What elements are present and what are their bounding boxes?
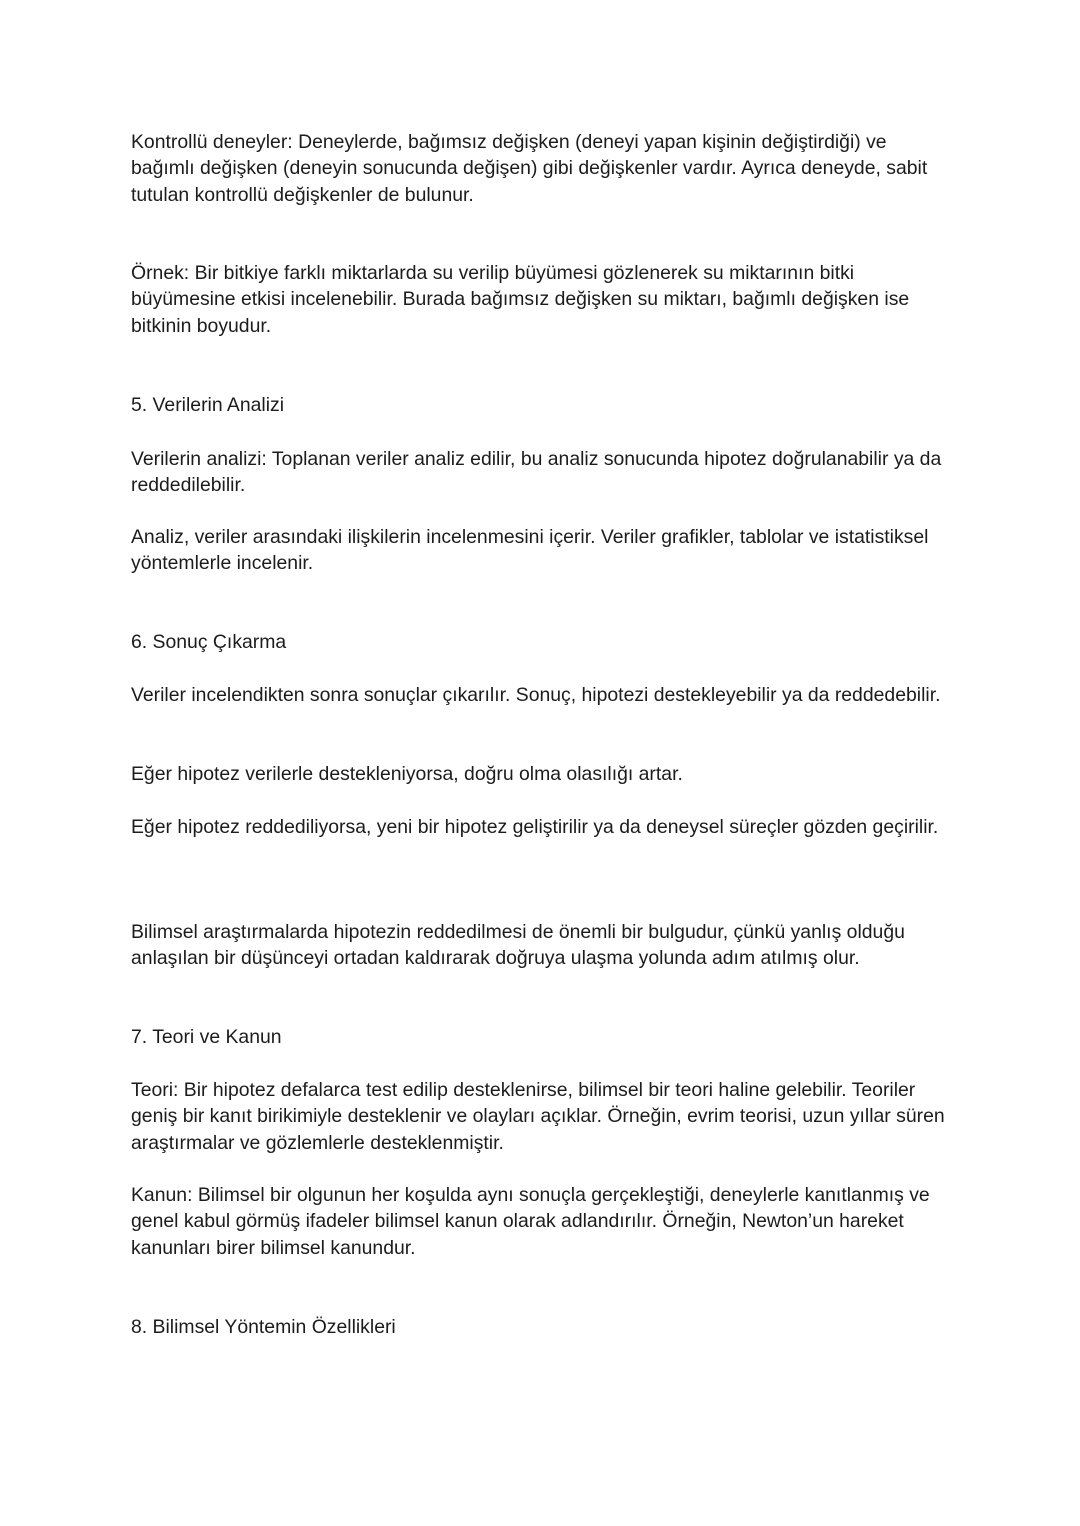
paragraph-kanun: Kanun: Bilimsel bir olgunun her koşulda aynı sonuçla gerçekleştiği, deneylerle kanıtlanmış ve genel kabul görmüş ifadeler bilimsel kanun olarak adlandırılır. Örneğin, Newton’un hareket kanunları birer bilimsel kanundur.	[131, 1184, 930, 1259]
paragraph-verilerin-analizi: Verilerin analizi: Toplanan veriler analiz edilir, bu analiz sonucunda hipotez doğrulanabilir ya da reddedilebilir.	[131, 448, 942, 497]
section-heading-7: 7. Teori ve Kanun	[131, 1026, 282, 1048]
paragraph-hipotez-red-onemi: Bilimsel araştırmalarda hipotezin reddedilmesi de önemli bir bulgudur, çünkü yanlış olduğu anlaşılan bir düşünceyi ortadan kaldırarak doğruya ulaşma yolunda adım atılmış olur.	[131, 921, 905, 970]
section-heading-5: 5. Verilerin Analizi	[131, 394, 285, 416]
paragraph-ornek: Örnek: Bir bitkiye farklı miktarlarda su verilip büyümesi gözlenerek su miktarının bitki büyümesine etkisi incelenebilir. Burada bağımsız değişken su miktarı, bağımlı değişken ise bitkinin boyudur.	[131, 262, 910, 337]
paragraph-teori: Teori: Bir hipotez defalarca test edilip desteklenirse, bilimsel bir teori haline gelebilir. Teoriler geniş bir kanıt birikimiyle desteklenir ve olayları açıklar. Örneğin, evrim teorisi, uzun yıllar süren araştırmalar ve gözlemlerle desteklenmiştir.	[131, 1079, 945, 1154]
paragraph-hipotez-destek: Eğer hipotez verilerle destekleniyorsa, doğru olma olasılığı artar.	[131, 763, 683, 785]
section-heading-6: 6. Sonuç Çıkarma	[131, 631, 287, 653]
paragraph-analiz-aciklama: Analiz, veriler arasındaki ilişkilerin incelenmesini içerir. Veriler grafikler, tablolar ve istatistiksel yöntemlerle incelenir.	[131, 526, 929, 575]
paragraph-sonuc-cikarma: Veriler incelendikten sonra sonuçlar çıkarılır. Sonuç, hipotezi destekleyebilir ya da reddedebilir.	[131, 684, 941, 706]
paragraph-hipotez-red: Eğer hipotez reddediliyorsa, yeni bir hipotez geliştirilir ya da deneysel süreçler gözden geçirilir.	[131, 816, 939, 838]
section-heading-8: 8. Bilimsel Yöntemin Özellikleri	[131, 1316, 396, 1338]
paragraph-kontrollu-deneyler: Kontrollü deneyler: Deneylerde, bağımsız değişken (deneyi yapan kişinin değiştirdiği) ve bağımlı değişken (deneyin sonucunda değişen) gibi değişkenler vardır. Ayrıca deneyde, sabit tutulan kontrollü değişkenler de bulunur.	[131, 131, 928, 206]
